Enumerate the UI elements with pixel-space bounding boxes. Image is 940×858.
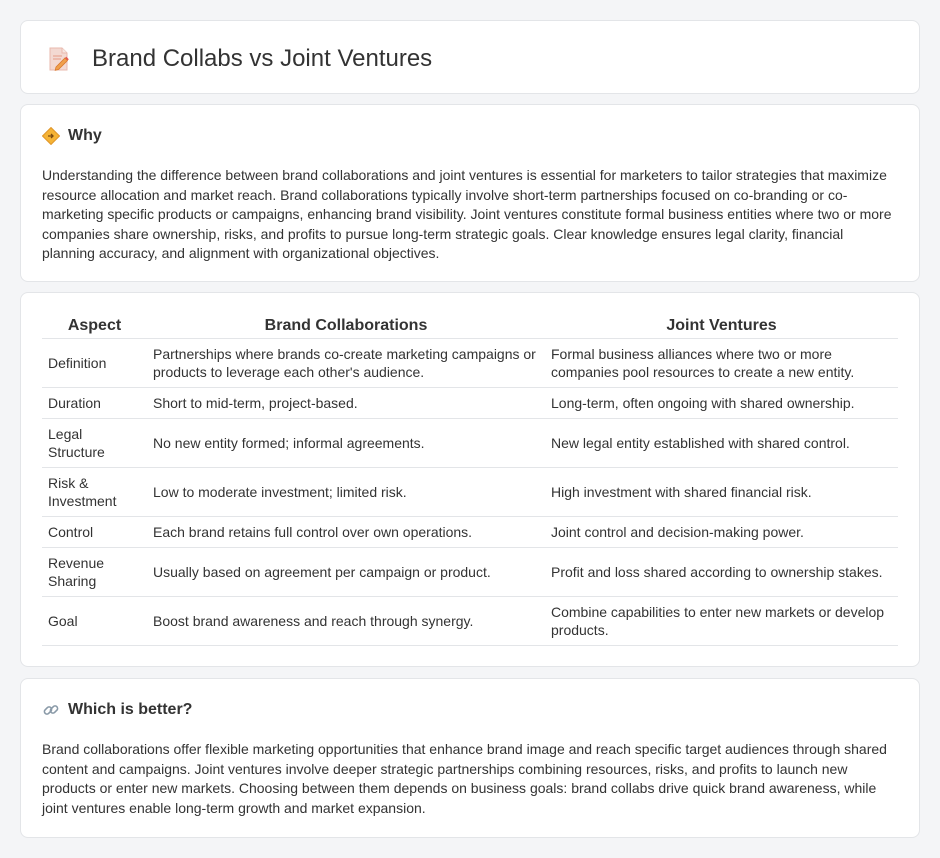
aspect-cell: Goal (42, 596, 147, 645)
brand-collab-cell: Boost brand awareness and reach through synergy. (147, 596, 545, 645)
link-icon (42, 701, 60, 719)
which-is-better-body: Brand collaborations offer flexible marketing opportunities that enhance brand image and reach specific target audiences through shared content and campaigns. Joint ventures involve deeper strategic partnerships combining resources, risks, and profits to launch new products or enter new markets. Choosing between them depends on business goals: brand collabs drive quick brand awareness, while joint ventures enable long-term growth and market expansion. (42, 741, 887, 816)
aspect-cell: Revenue Sharing (42, 547, 147, 596)
brand-collab-cell: Usually based on agreement per campaign or product. (147, 547, 545, 596)
which-is-better-heading (42, 701, 192, 719)
header-joint-ventures: Joint Ventures (545, 317, 898, 338)
brand-collab-cell: No new entity formed; informal agreements. (147, 418, 545, 467)
header-card (20, 20, 920, 94)
table-row (42, 387, 898, 418)
aspect-cell: Definition (42, 338, 147, 387)
which-is-better-section (20, 678, 920, 838)
joint-venture-cell: Long-term, often ongoing with shared ownership. (545, 387, 898, 418)
joint-venture-cell: Profit and loss shared according to ownership stakes. (545, 547, 898, 596)
table-row (42, 547, 898, 596)
joint-venture-cell: Formal business alliances where two or more companies pool resources to create a new entity. (545, 338, 898, 387)
brand-collab-cell: Each brand retains full control over own operations. (147, 516, 545, 547)
page-title: Brand Collabs vs Joint Ventures (92, 45, 433, 72)
aspect-cell: Legal Structure (42, 418, 147, 467)
joint-venture-cell: High investment with shared financial risk. (545, 467, 898, 516)
document-pencil-icon (47, 46, 71, 72)
table-row (42, 596, 898, 645)
table-header-row (42, 317, 898, 338)
header-brand-collaborations: Brand Collaborations (147, 317, 545, 338)
why-title: Why (68, 127, 102, 144)
why-body: Understanding the difference between brand collaborations and joint ventures is essential for marketers to tailor strategies that maximize resource allocation and market reach. Brand collaborations typically involve short-term partnerships focused on co-branding or co-marketing specific products or campaigns, enhancing brand visibility. Joint ventures constitute formal business entities where two or more companies share ownership, risks, and profits to pursue long-term strategic goals. Clear knowledge ensures legal clarity, financial planning accuracy, and alignment with organizational objectives. (42, 167, 892, 262)
header-aspect: Aspect (42, 317, 147, 338)
brand-collab-cell: Partnerships where brands co-create marketing campaigns or products to leverage each other's audience. (147, 338, 545, 387)
which-is-better-title: Which is better? (68, 701, 193, 718)
joint-venture-cell: Combine capabilities to enter new markets or develop products. (545, 596, 898, 645)
table-row (42, 516, 898, 547)
why-heading (42, 127, 102, 145)
joint-venture-cell: New legal entity established with shared control. (545, 418, 898, 467)
aspect-cell: Duration (42, 387, 147, 418)
why-section (20, 104, 920, 282)
comparison-table (42, 317, 898, 646)
comparison-section (20, 292, 920, 667)
aspect-cell: Control (42, 516, 147, 547)
aspect-cell: Risk & Investment (42, 467, 147, 516)
joint-venture-cell: Joint control and decision-making power. (545, 516, 898, 547)
table-row (42, 338, 898, 387)
table-row (42, 418, 898, 467)
brand-collab-cell: Low to moderate investment; limited risk. (147, 467, 545, 516)
diamond-signpost-icon (42, 127, 60, 145)
brand-collab-cell: Short to mid-term, project-based. (147, 387, 545, 418)
table-row (42, 467, 898, 516)
